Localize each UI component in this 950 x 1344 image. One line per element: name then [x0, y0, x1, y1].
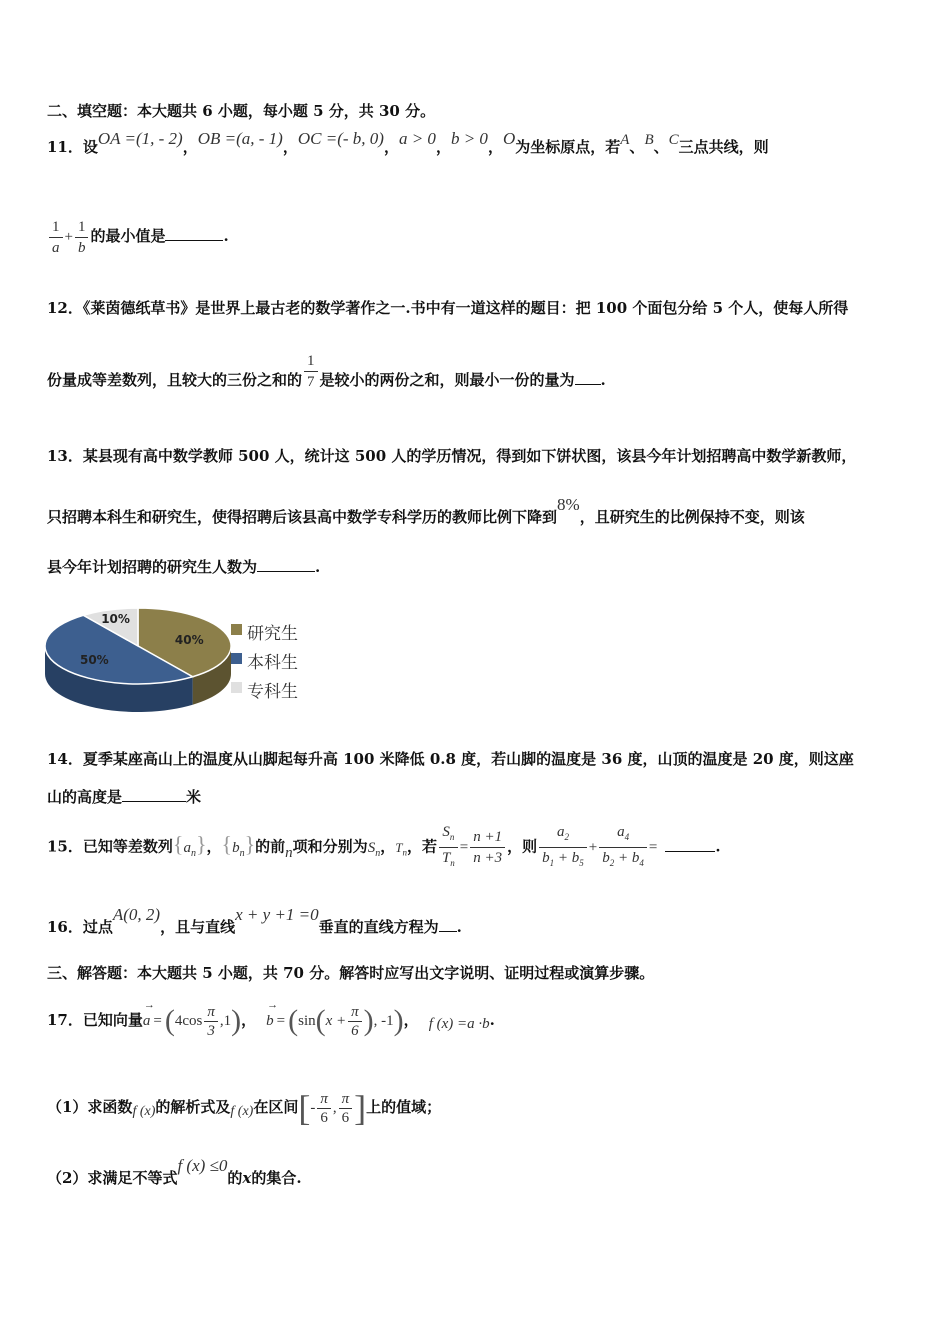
fraction-1-over-7: $\frac{1}{7}$ [304, 351, 318, 392]
q16-text: 过点 [82, 918, 113, 936]
q13-text: 只招聘本科生和研究生，使得招聘后该县高中数学专科学历的教师比例下降到 [47, 508, 558, 526]
plus-sign: + [64, 229, 73, 245]
pie-label-0: 40% [174, 633, 204, 648]
q17-text: 已知向量 [82, 1011, 143, 1029]
q13-text: ，且研究生的比例保持不变，则该 [579, 508, 805, 526]
question-16: 16．过点A(0, 2)，且与直线x + y +1 =0垂直的直线方程为 . [47, 905, 462, 936]
q15-text: 的前 [255, 837, 286, 856]
question-14-line-2 [47, 787, 201, 807]
part1-text: 上的值域； [366, 1098, 442, 1116]
expr-a4-over-b2b4: $\frac{a_4}{b_2 + b_4}$ [599, 822, 647, 873]
answer-blank [575, 384, 601, 385]
question-15: 15．已知等差数列$\{a_n\}$，$\{b_n\}$的前n项和分别为$S_n$，$T_n$，若 $\frac{S_n}{T_n}$ = $\frac{n +1}{n +3}$ ，则 $\frac{a_2}{b_1 + b_5}$ + $\frac{a_4}{b_2 + b_4}$ = . [47, 822, 721, 874]
point-a: A [620, 132, 630, 148]
point-c: C [668, 132, 679, 148]
answer-blank [665, 851, 715, 852]
q14-text: 米 [186, 788, 202, 806]
ratio-n: $\frac{n +1}{n +3}$ [470, 827, 505, 868]
vector-oc: OC =(- b, 0) [297, 129, 384, 148]
q15-text: 已知等差数列 [82, 837, 173, 856]
q15-text: ，则 [507, 837, 538, 856]
question-number: 15． [47, 837, 83, 856]
sequence-an: $a_n$ [183, 839, 196, 859]
pie-label-1: 50% [79, 652, 109, 667]
variable-x: x [242, 1169, 252, 1187]
q11-text: 的最小值是 [90, 227, 166, 245]
part1-text: 的解析式及 [155, 1098, 231, 1116]
question-13-line-1: 13．某县现有高中数学教师 500 人，统计这 500 人的学历情况，得到如下饼状图，该县今年计划招聘高中数学新教师， [47, 447, 857, 465]
legend-swatch-2 [231, 682, 242, 693]
q15-text: 项和分别为 [292, 837, 368, 856]
question-13-line-2 [47, 495, 805, 527]
question-17: 17．已知向量 → a = (4cos $\frac{\pi}{3}$ ,1)， → b = (sin(x + $\frac{\pi}{6}$ ), -1)， f (x) =a ·b. [47, 997, 495, 1044]
sum-tn: $T_n$ [395, 839, 407, 858]
q13-text: 县今年计划招聘的研究生人数为 [47, 558, 258, 576]
sum-sn: $S_n$ [367, 839, 381, 859]
question-13-line-3: 县今年计划招聘的研究生人数为 . [47, 558, 321, 576]
answer-blank [439, 931, 457, 932]
question-number: 17． [47, 1011, 83, 1029]
line-equation: x + y +1 =0 [235, 905, 319, 924]
origin-o: O [502, 129, 516, 148]
vector-b: → b [266, 999, 279, 1029]
condition-b: b > 0 [450, 129, 488, 148]
inequality: f (x) ≤0 [177, 1156, 228, 1175]
part-2 [47, 1156, 302, 1188]
legend-label-1: 本科生 [247, 653, 298, 673]
answer-blank [165, 240, 223, 241]
point-b: B [644, 132, 654, 148]
percent-8: 8% [557, 495, 580, 514]
separator: 、 [629, 138, 645, 156]
question-11-line-1: 11．设OA =(1, - 2)，OB =(a, - 1)，OC =(- b, 0)，a > 0，b > 0，O为坐标原点，若A、B、C三点共线，则 [47, 129, 769, 156]
legend-label-0: 研究生 [247, 624, 298, 644]
ratio-sn-tn: $\frac{S_n}{T_n}$ [439, 822, 458, 873]
question-number: 16． [47, 918, 83, 936]
pie-label-2: 10% [101, 611, 130, 626]
part2-text: 的集合. [251, 1169, 302, 1187]
part2-text: （2）求满足不等式 [47, 1169, 178, 1187]
vector-oa: OA =(1, - 2) [97, 129, 183, 148]
question-12-line-1: 12．《莱茵德纸草书》是世界上最古老的数学著作之一.书中有一道这样的题目：把 100 个面包分给 5 个人，使每人所得 [47, 299, 849, 317]
legend-swatch-0 [231, 624, 242, 635]
question-12-line-2: 份量成等差数列，且较大的三份之和的 $\frac{1}{7}$ 是较小的两份之和，则最小一份的量为 . [47, 352, 606, 390]
fraction-1-over-b: $\frac{1}{b}$ [75, 217, 89, 258]
condition-a: a > 0 [398, 129, 436, 148]
part1-text: 在区间 [253, 1098, 299, 1116]
q16-text: 垂直的直线方程为 [318, 918, 439, 936]
vector-a: → a [142, 999, 155, 1029]
legend-swatch-1 [231, 653, 242, 664]
answer-blank [122, 801, 186, 802]
function-fx: f (x) [132, 1104, 156, 1119]
sequence-bn: $b_n$ [232, 839, 245, 859]
q16-text: ，且与直线 [160, 918, 236, 936]
q14-text: 山的高度是 [47, 788, 123, 806]
part2-text: 的 [227, 1169, 243, 1187]
q11-text: 为坐标原点，若 [515, 138, 621, 156]
part-1: （1）求函数f (x)的解析式及f (x)在区间[- $\frac{\pi}{6}$ , $\frac{\pi}{6}$ ]上的值域； [47, 1088, 442, 1128]
vector-ob: OB =(a, - 1) [197, 129, 283, 148]
function-fx: f (x) =a ·b [428, 1016, 490, 1032]
section-title: 二、填空题：本大题共 6 小题，每小题 5 分，共 30 分。 [47, 102, 436, 120]
q15-text: ，若 [406, 837, 437, 856]
fraction-pi-over-6: $\frac{\pi}{6}$ [339, 1090, 353, 1127]
q12-text: 是较小的两份之和，则最小一份的量为 [319, 371, 575, 389]
part1-text: （1）求函数 [47, 1098, 133, 1116]
point-a-coords: A(0, 2) [112, 905, 161, 924]
separator: 、 [653, 138, 669, 156]
section-title: 三、解答题：本大题共 5 小题，共 70 分。解答时应写出文字说明、证明过程或演算步骤。 [47, 964, 655, 982]
fraction-pi-over-6: $\frac{\pi}{6}$ [317, 1090, 331, 1127]
q11-text: 设 [82, 138, 98, 156]
function-fx: f (x) [230, 1104, 254, 1119]
legend-label-2: 专科生 [247, 682, 298, 702]
expr-a2-over-b1b5: $\frac{a_2}{b_1 + b_5}$ [539, 822, 587, 873]
question-number: 11． [47, 138, 83, 156]
answer-blank [257, 571, 315, 572]
question-11-line-2: $\frac{1}{a}$ + $\frac{1}{b}$ 的最小值是 . [47, 216, 229, 258]
q11-text: 三点共线，则 [678, 138, 769, 156]
q12-text: 份量成等差数列，且较大的三份之和的 [47, 371, 303, 389]
pie-chart [40, 598, 240, 723]
variable-n: n [285, 844, 293, 861]
fraction-1-over-a: $\frac{1}{a}$ [49, 217, 63, 258]
question-14-line-1: 14．夏季某座高山上的温度从山脚起每升高 100 米降低 0.8 度，若山脚的温度是 36 度，山顶的温度是 20 度，则这座 [47, 750, 854, 768]
